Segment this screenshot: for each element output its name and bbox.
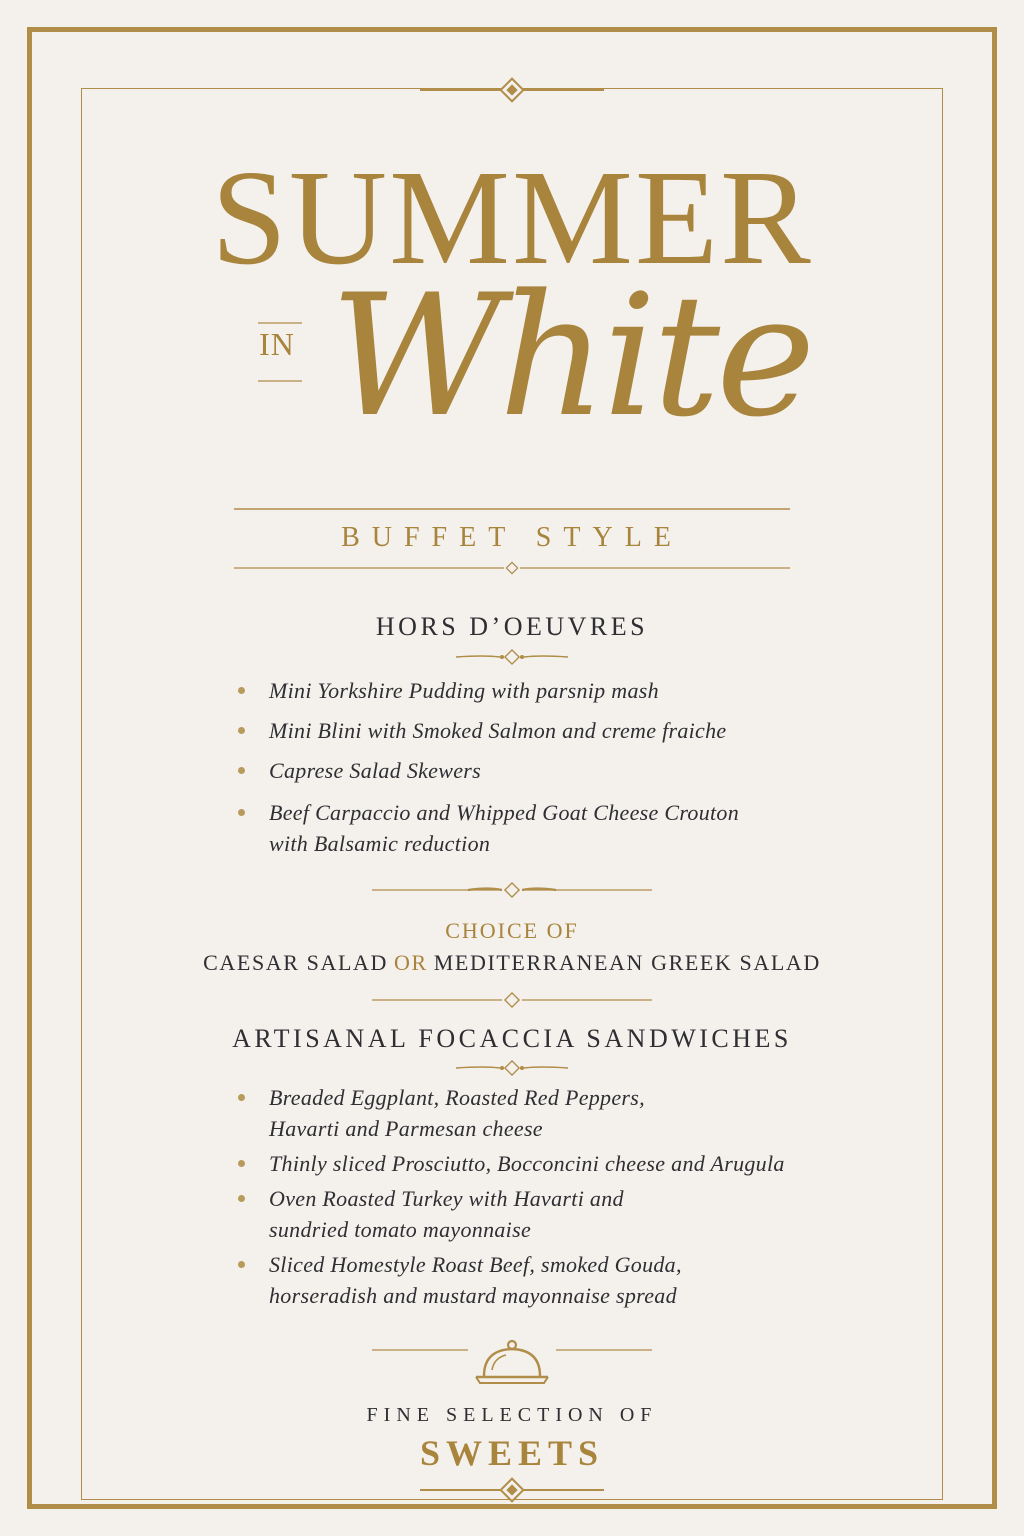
bullet-icon (238, 1094, 245, 1101)
bullet-icon (238, 687, 245, 694)
subtitle: BUFFET STYLE (341, 522, 683, 553)
section-divider-icon (372, 882, 652, 898)
list-item: Beef Carpaccio and Whipped Goat Cheese Crouton with Balsamic reduction (238, 797, 858, 859)
bullet-icon (238, 767, 245, 774)
sandwiches-divider-icon (456, 1061, 568, 1075)
bullet-icon (238, 1160, 245, 1167)
sweets-intro: FINE SELECTION OF (366, 1404, 658, 1426)
hors-doeuvres-heading: HORS D’OEUVRES (375, 612, 649, 641)
salad-option-caesar: CAESAR SALAD (203, 950, 388, 975)
in-rule-top (258, 322, 302, 324)
bullet-icon (238, 1261, 245, 1268)
sandwiches-heading: ARTISANAL FOCACCIA SANDWICHES (232, 1024, 792, 1053)
subtitle-rule-bottom-ornament-icon (234, 562, 790, 574)
list-item: Sliced Homestyle Roast Beef, smoked Gouda, horseradish and mustard mayonnaise spread (238, 1249, 858, 1311)
list-item: Thinly sliced Prosciutto, Bocconcini cheese and Arugula (238, 1148, 858, 1179)
sandwiches-list (238, 1082, 858, 1311)
list-item: Caprese Salad Skewers (238, 755, 858, 786)
list-item: Mini Blini with Smoked Salmon and creme fraiche (238, 715, 858, 746)
bullet-icon (238, 809, 245, 816)
hors-doeuvres-divider-icon (456, 650, 568, 664)
in-rule-bottom (258, 380, 302, 382)
choice-of-label: CHOICE OF (445, 918, 579, 943)
title-summer: SUMMER (211, 143, 813, 293)
list-item: Breaded Eggplant, Roasted Red Peppers, Havarti and Parmesan cheese (238, 1082, 858, 1144)
cloche-icon (372, 1336, 652, 1392)
salad-options (0, 950, 1024, 976)
list-item: Mini Yorkshire Pudding with parsnip mash (238, 675, 858, 706)
sweets-title: SWEETS (419, 1433, 605, 1473)
bottom-diamond-ornament-icon (420, 1478, 604, 1502)
title-in: IN (259, 326, 295, 362)
or-label: OR (393, 950, 428, 975)
title-white: White (330, 258, 812, 454)
bullet-icon (238, 1195, 245, 1202)
subtitle-rule-top (234, 508, 790, 510)
section-divider-icon (372, 992, 652, 1008)
hors-doeuvres-list (238, 675, 858, 859)
list-item: Oven Roasted Turkey with Havarti and sundried tomato mayonnaise (238, 1183, 858, 1245)
top-diamond-ornament-icon (420, 78, 604, 102)
salad-option-greek: MEDITERRANEAN GREEK SALAD (433, 950, 821, 975)
bullet-icon (238, 727, 245, 734)
